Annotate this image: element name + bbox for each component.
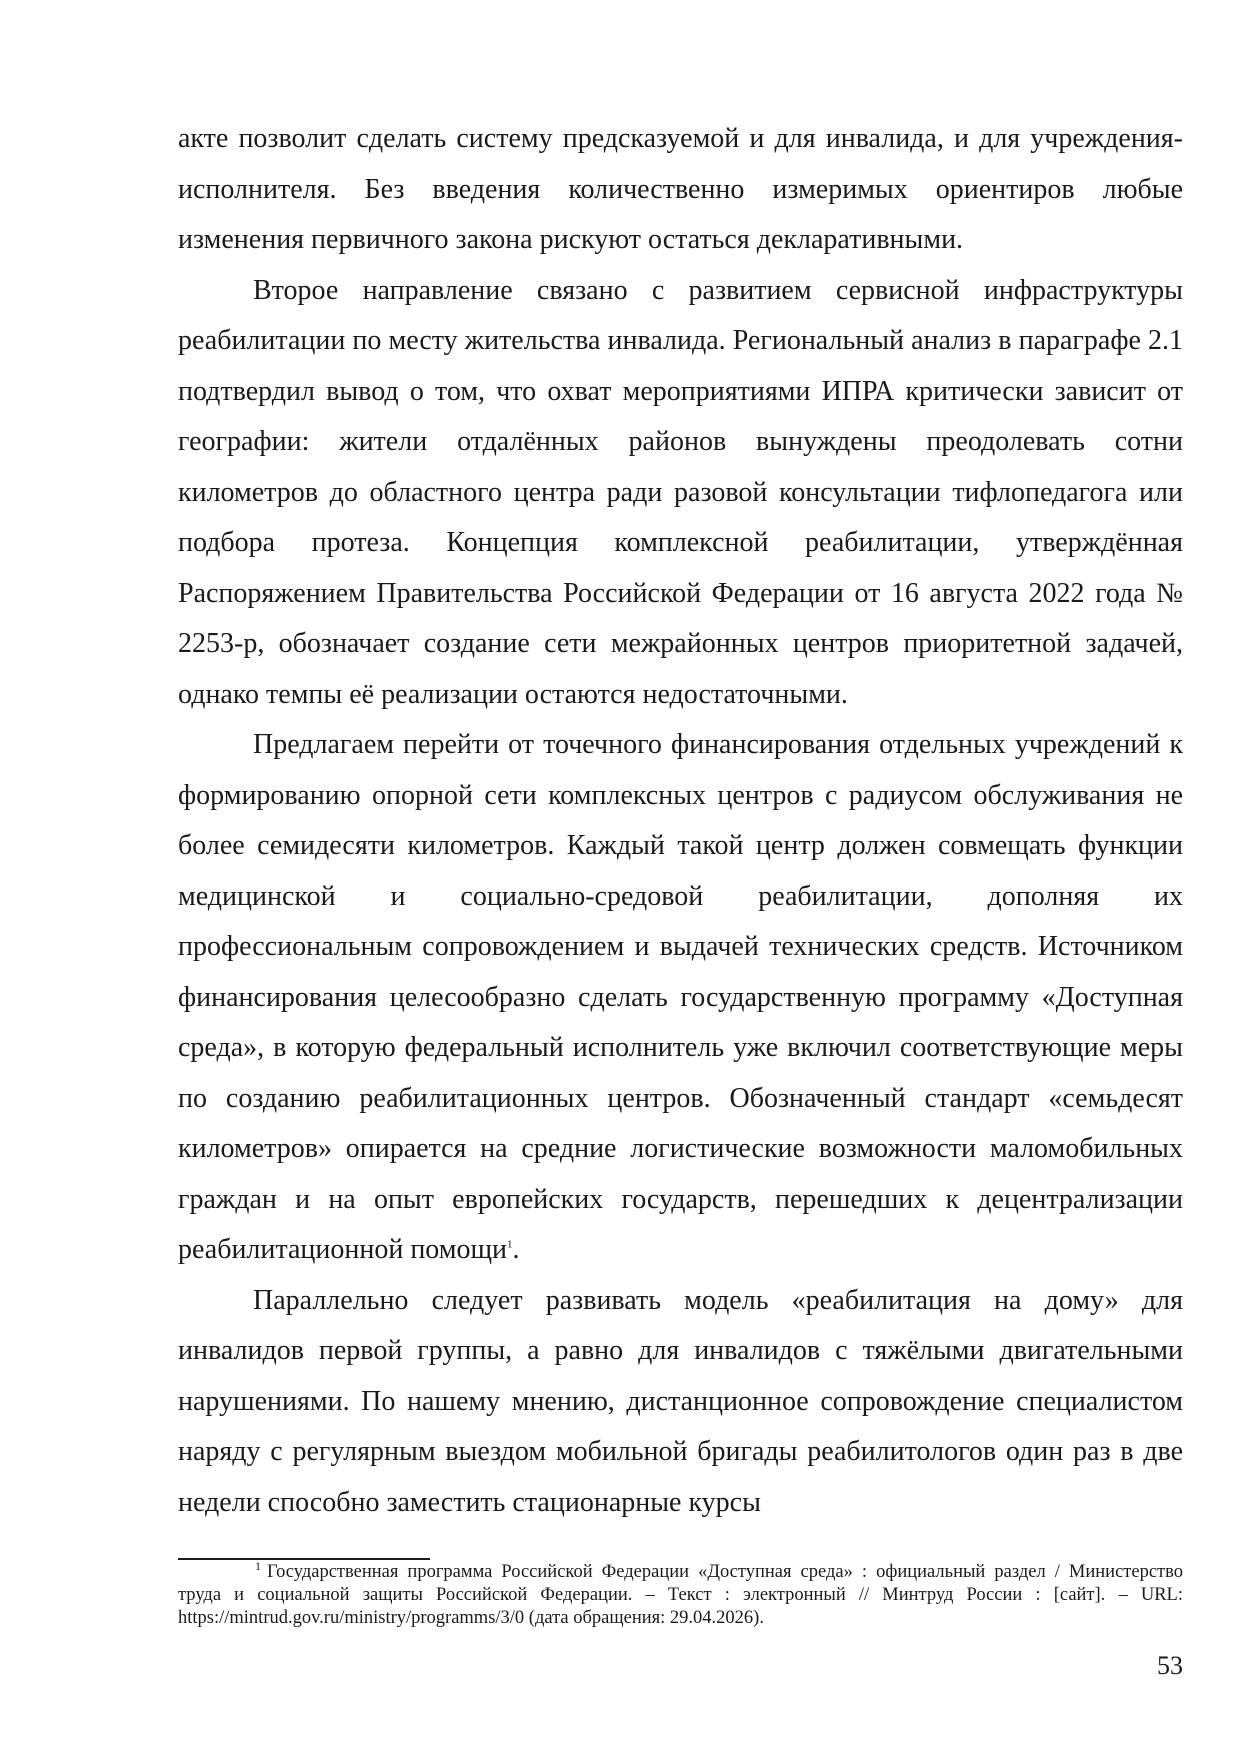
paragraph-3-end: . — [512, 1234, 520, 1265]
footnote — [178, 1558, 1183, 1630]
body-text — [178, 114, 1183, 1528]
paragraph-1 — [178, 114, 1183, 266]
footnote-text: Государственная программа Российской Федерации «Доступная среда» : официальный раздел / Министерство труда и социальной защиты Российской Федерации. – Текст : электронный // Минтруд России : [сайт]. – URL: https://mintrud.gov.ru/ministry/programms/3/0 (дата обращения: 29.04.2026). — [178, 1562, 1183, 1628]
paragraph-2-text: Второе направление связано с развитием сервисной инфраструктуры реабилитации по месту жительства инвалида. Региональный анализ в параграфе 2.1 подтвердил вывод о том, что охват мероприятиями ИПРА критически зависит от географии: жители отдалённых районов вынуждены преодолевать сотни километров до областного центра ради разовой консультации тифлопедагога или подбора протеза. Концепция комплексной реабилитации, утверждённая Распоряжением Правительства Российской Федерации от 16 августа 2022 года № 2253-р, обозначает создание сети межрайонных центров приоритетной задачей, однако темпы её реализации остаются недостаточными. — [178, 274, 1183, 710]
footnote-separator — [178, 1558, 430, 1560]
page-number: 53 — [1157, 1651, 1183, 1680]
paragraph-2 — [178, 266, 1183, 721]
paragraph-3-text: Предлагаем перейти от точечного финансирования отдельных учреждений к формированию опорной сети комплексных центров с радиусом обслуживания не более семидесяти километров. Каждый такой центр должен совмещать функции медицинской и социально-средовой реабилитации, дополняя их профессиональным сопровождением и выдачей технических средств. Источником финансирования целесообразно сделать государственную программу «Доступная среда», в которую федеральный исполнитель уже включил соответствующие меры по созданию реабилитационных центров. Обозначенный стандарт «семьдесят километров» опирается на средние логистические возможности маломобильных граждан и на опыт европейских государств, перешедших к децентрализации реабилитационной помощи — [178, 729, 1183, 1265]
paragraph-4-text: Параллельно следует развивать модель «реабилитация на дому» для инвалидов первой группы, а равно для инвалидов с тяжёлыми двигательными нарушениями. По нашему мнению, дистанционное сопровождение специалистом наряду с регулярным выездом мобильной бригады реабилитологов один раз в две недели способно заместить стационарные курсы — [178, 1284, 1183, 1518]
paragraph-4 — [178, 1276, 1183, 1529]
footnote-number: 1 — [255, 1558, 261, 1573]
paragraph-1-text: акте позволит сделать систему предсказуемой и для инвалида, и для учреждения-исполнителя. Без введения количественно измеримых ориентиров любые изменения первичного закона рискуют остаться декларативными. — [178, 123, 1183, 255]
paragraph-3 — [178, 720, 1183, 1276]
footnote-reference[interactable]: 1 — [507, 1238, 513, 1251]
